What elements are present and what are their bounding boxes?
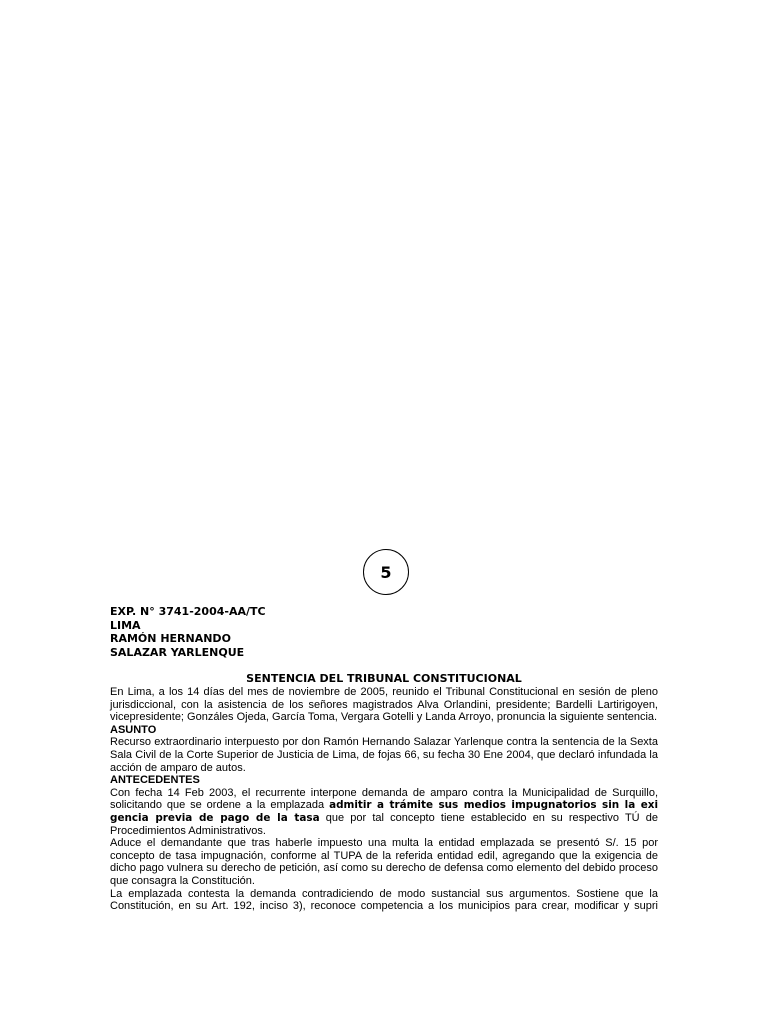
antecedentes-p1-text-end: que por tal concepto tiene establecido en su respectivo TÚ de Procedimientos Administrativos. [110, 811, 658, 837]
party-name-line-1: RAMÓN HERNANDO [110, 632, 231, 645]
page-number-badge: 5 [363, 549, 409, 595]
antecedentes-paragraph-2: Aduce el demandante que tras haberle impuesto una multa la entidad emplazada se presentó S/. 15 por concepto de tasa impugnación, conforme al TUPA de la referida entidad edil, agregando que la exigencia de dicho pago vulnera su derecho de petición, así como su derecho de defensa como elemento del debido proceso que consagra la Constitución. [110, 837, 658, 887]
antecedentes-p1-emphasis: admitir a trámite sus medios impugnatorios sin la exi gencia previa de pago de la tasa [110, 799, 659, 824]
party-name-line-2: SALAZAR YARLENQUE [110, 645, 245, 659]
case-header [110, 605, 658, 659]
document-body [110, 605, 658, 913]
document-title: SENTENCIA DEL TRIBUNAL CONSTITUCIONAL [246, 672, 522, 685]
asunto-heading: ASUNTO [110, 723, 157, 736]
case-number: EXP. N° 3741-2004-AA/TC [110, 605, 266, 618]
antecedentes-p1-text-start: Con fecha 14 Feb 2003, el recurrente interpone demanda de amparo contra la Municipalidad de Surquillo, solicitando que se ordene a la emplazada [110, 786, 658, 812]
antecedentes-paragraph-3: La emplazada contesta la demanda contradiciendo de modo sustancial sus argumentos. Sostiene que la Constitución, en su Art. 192, inciso 3), reconoce competencia a los municipios para crear, modificar y supri [110, 887, 658, 913]
antecedentes-paragraph-1 [110, 787, 658, 837]
antecedentes-heading: ANTECEDENTES [110, 774, 200, 787]
asunto-paragraph: Recurso extraordinario interpuesto por don Ramón Hernando Salazar Yarlenque contra la sentencia de la Sexta Sala Civil de la Corte Superior de Justicia de Lima, de fojas 66, su fecha 30 Ene 2004, que declaró infundada la acción de amparo de autos. [110, 736, 658, 774]
case-city: LIMA [110, 618, 141, 632]
intro-paragraph: En Lima, a los 14 días del mes de noviembre de 2005, reunido el Tribunal Constitucional en sesión de pleno jurisdiccional, con la asistencia de los señores magistrados Alva Orlandini, presidente; Bardelli Lartirigoyen, vicepresidente; Gonzáles Ojeda, García Toma, Vergara Gotelli y Landa Arroyo, pronuncia la siguiente sentencia. [110, 686, 658, 724]
